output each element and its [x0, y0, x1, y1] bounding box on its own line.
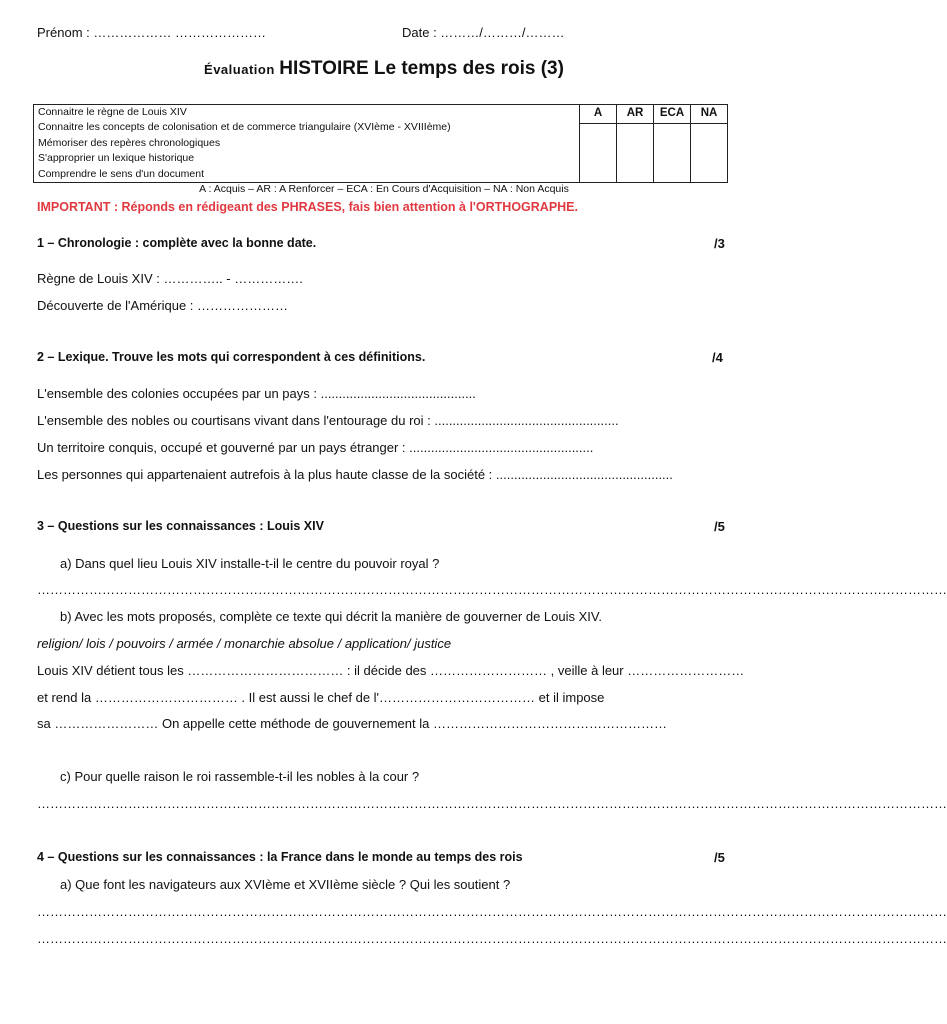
q3b-text-line[interactable]: sa …………………… On appelle cette méthode de gouvernement la ……………………………………………… — [37, 716, 667, 731]
q1-answer-reign[interactable]: Règne de Louis XIV : ………….. - ……………. — [37, 271, 303, 286]
q3b-text-line[interactable]: et rend la …………………………… . Il est aussi le chef de l'……………………………… et il impose — [37, 690, 605, 705]
prenom-field[interactable]: Prénom : ……………… ………………… — [37, 25, 266, 40]
levels-legend: A : Acquis – AR : A Renforcer – ECA : En Cours d'Acquisition – NA : Non Acquis — [199, 183, 569, 195]
q1-answer-america[interactable]: Découverte de l'Amérique : ………………… — [37, 298, 289, 313]
q2-definition-line[interactable]: Un territoire conquis, occupé et gouverné par un pays étranger : ................................................... — [37, 440, 594, 455]
q2-score: /4 — [712, 350, 723, 365]
competences-table — [33, 104, 728, 183]
q4a-question: a) Que font les navigateurs aux XVIème et XVIIème siècle ? Qui les soutient ? — [60, 877, 511, 892]
criterion: S'approprier un lexique historique — [38, 152, 195, 165]
q3b-word-bank: religion/ lois / pouvoirs / armée / monarchie absolue / application/ justice — [37, 636, 452, 651]
q3a-answer-line[interactable]: ………………………………………………………………………………………………………………………………………………………………………………………… — [37, 582, 947, 597]
criterion: Comprendre le sens d'un document — [38, 167, 205, 180]
criterion: Connaitre les concepts de colonisation et de commerce triangulaire (XVIème - XVIIIème) — [38, 121, 451, 134]
q4-score: /5 — [714, 850, 725, 865]
level-column-a[interactable] — [580, 105, 617, 183]
criterion: Connaitre le règne de Louis XIV — [38, 106, 187, 118]
criterion: Mémoriser des repères chronologiques — [38, 136, 221, 149]
q2-definition-line[interactable]: L'ensemble des nobles ou courtisans vivant dans l'entourage du roi : ................................................... — [37, 413, 619, 428]
title-main: HISTOIRE Le temps des rois (3) — [279, 58, 564, 79]
q1-title: 1 – Chronologie : complète avec la bonne date. — [37, 236, 317, 250]
title-evaluation: Évaluation — [204, 62, 275, 77]
important-notice: IMPORTANT : Réponds en rédigeant des PHRASES, fais bien attention à l'ORTHOGRAPHE. — [37, 200, 578, 214]
q2-definition-line[interactable]: Les personnes qui appartenaient autrefois à la plus haute classe de la société : ................................................. — [37, 467, 673, 482]
q3b-text-line[interactable]: Louis XIV détient tous les ……………………………… : il décide des ……………………… , veille à leur ……………………… — [37, 663, 745, 678]
q3c-question: c) Pour quelle raison le roi rassemble-t-il les nobles à la cour ? — [60, 769, 420, 784]
level-column-eca[interactable] — [654, 105, 691, 183]
q3c-answer-line[interactable]: ………………………………………………………………………………………………………………………………………………………………………………………… — [37, 796, 947, 811]
date-field[interactable]: Date : ………/………/……… — [402, 25, 565, 40]
q3a-question: a) Dans quel lieu Louis XIV installe-t-il le centre du pouvoir royal ? — [60, 556, 440, 571]
level-header: NA — [691, 105, 727, 124]
q3-title: 3 – Questions sur les connaissances : Louis XIV — [37, 519, 324, 533]
level-header: A — [580, 105, 616, 124]
q4-title: 4 – Questions sur les connaissances : la France dans le monde au temps des rois — [37, 850, 523, 864]
q1-score: /3 — [714, 236, 725, 251]
q3-score: /5 — [714, 519, 725, 534]
q4a-answer-line[interactable]: ………………………………………………………………………………………………………………………………………………………………………………………… — [37, 904, 947, 919]
page-title — [0, 58, 768, 80]
q2-title: 2 – Lexique. Trouve les mots qui correspondent à ces définitions. — [37, 350, 426, 364]
level-header: ECA — [654, 105, 690, 124]
q3b-question: b) Avec les mots proposés, complète ce texte qui décrit la manière de gouverner de Louis XIV. — [60, 609, 602, 624]
level-column-na[interactable] — [691, 105, 728, 183]
level-header: AR — [617, 105, 653, 124]
level-column-ar[interactable] — [617, 105, 654, 183]
q4a-answer-line[interactable]: ………………………………………………………………………………………………………………………………………………………………………………………… — [37, 931, 947, 946]
criteria-cell — [34, 105, 580, 183]
q2-definition-line[interactable]: L'ensemble des colonies occupées par un pays : ........................................... — [37, 386, 476, 401]
